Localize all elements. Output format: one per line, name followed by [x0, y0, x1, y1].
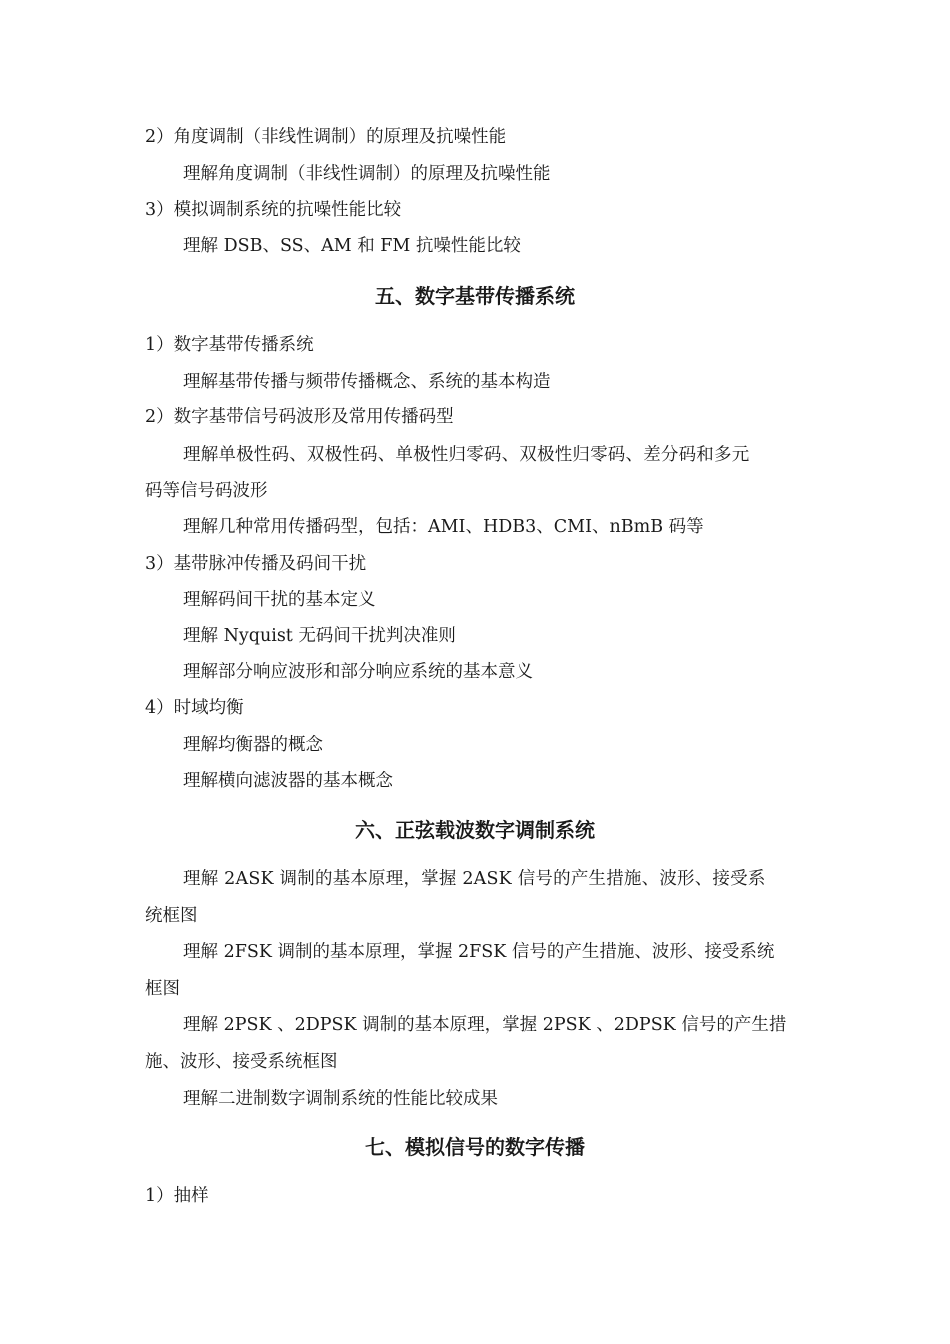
paragraph: 理解 2FSK 调制的基本原理，掌握 2FSK 信号的产生措施、波形、接受系统 — [183, 942, 775, 962]
section-heading: 七、模拟信号的数字传播 — [365, 1135, 585, 1159]
list-item: 4）时域均衡 — [145, 698, 244, 718]
paragraph: 理解横向滤波器的基本概念 — [183, 771, 393, 791]
list-item: 1）数字基带传播系统 — [145, 335, 314, 355]
list-item: 2）数字基带信号码波形及常用传播码型 — [145, 407, 454, 427]
list-item: 2）角度调制（非线性调制）的原理及抗噪性能 — [145, 127, 507, 147]
paragraph: 理解基带传播与频带传播概念、系统的基本构造 — [183, 372, 551, 392]
paragraph: 理解单极性码、双极性码、单极性归零码、双极性归零码、差分码和多元 — [183, 445, 750, 465]
list-item: 1）抽样 — [145, 1186, 209, 1206]
paragraph: 理解角度调制（非线性调制）的原理及抗噪性能 — [183, 164, 551, 184]
paragraph: 理解二进制数字调制系统的性能比较成果 — [183, 1089, 498, 1109]
paragraph: 理解码间干扰的基本定义 — [183, 590, 376, 610]
paragraph: 理解 2PSK 、2DPSK 调制的基本原理，掌握 2PSK 、2DPSK 信号的产生措 — [183, 1015, 787, 1035]
paragraph: 理解 Nyquist 无码间干扰判决准则 — [183, 626, 456, 646]
paragraph-continuation: 码等信号码波形 — [145, 481, 268, 501]
paragraph-continuation: 框图 — [145, 979, 180, 999]
list-item: 3）基带脉冲传播及码间干扰 — [145, 554, 367, 574]
paragraph: 理解 2ASK 调制的基本原理，掌握 2ASK 信号的产生措施、波形、接受系 — [183, 869, 766, 889]
paragraph-continuation: 施、波形、接受系统框图 — [145, 1052, 338, 1072]
section-heading: 六、正弦载波数字调制系统 — [355, 818, 595, 842]
paragraph: 理解 DSB、SS、AM 和 FM 抗噪性能比较 — [183, 236, 521, 256]
paragraph-continuation: 统框图 — [145, 906, 198, 926]
paragraph: 理解几种常用传播码型，包括：AMI、HDB3、CMI、nBmB 码等 — [183, 517, 704, 537]
paragraph: 理解均衡器的概念 — [183, 735, 323, 755]
section-heading: 五、数字基带传播系统 — [375, 284, 575, 308]
list-item: 3）模拟调制系统的抗噪性能比较 — [145, 200, 402, 220]
paragraph: 理解部分响应波形和部分响应系统的基本意义 — [183, 662, 533, 682]
